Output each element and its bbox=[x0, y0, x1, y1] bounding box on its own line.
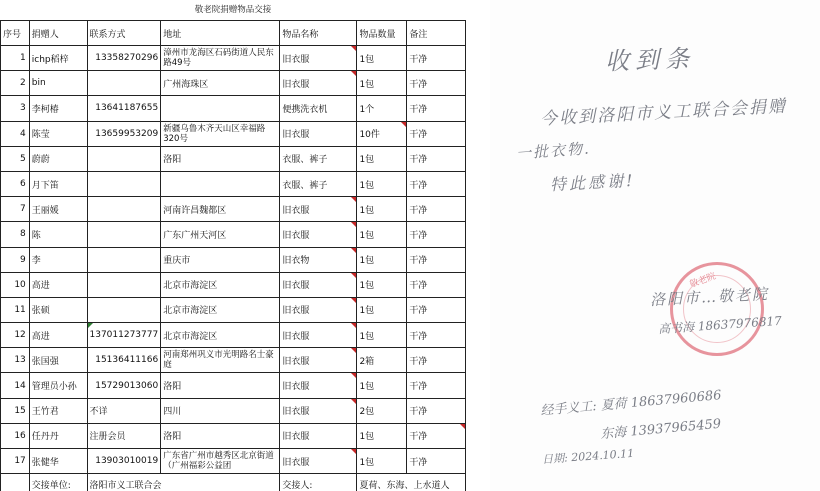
receipt-org-signature: 洛阳市…敬老院 bbox=[649, 284, 770, 310]
cell-note: 干净 bbox=[407, 423, 466, 448]
table-row bbox=[1, 348, 466, 373]
cell-phone bbox=[87, 146, 161, 171]
cell-item: 旧衣服 bbox=[280, 449, 357, 474]
cell-item: 旧衣服 bbox=[280, 272, 357, 297]
cell-donor: 王丽媛 bbox=[29, 197, 87, 222]
table-row bbox=[1, 197, 466, 222]
cell-donor: 陈 bbox=[29, 222, 87, 247]
receipt-date: 日期: 2024.10.11 bbox=[541, 446, 635, 467]
cell-note: 干净 bbox=[407, 247, 466, 272]
cell-address: 广东广州天河区 bbox=[161, 222, 280, 247]
red-seal-stamp bbox=[670, 262, 764, 356]
footer-row bbox=[1, 474, 466, 491]
table-row bbox=[1, 373, 466, 398]
cell-note: 干净 bbox=[407, 398, 466, 423]
cell-phone: 15136411166 bbox=[87, 348, 161, 373]
cell-note: 干净 bbox=[407, 272, 466, 297]
receipt-title: 收到条 bbox=[604, 44, 696, 76]
cell-phone: 13358270296 bbox=[87, 46, 161, 71]
cell-qty: 1包 bbox=[357, 423, 407, 448]
column-header-no: 序号 bbox=[1, 21, 30, 46]
cell-item: 旧衣服 bbox=[280, 373, 357, 398]
cell-no: 7 bbox=[1, 197, 30, 222]
table-row bbox=[1, 323, 466, 348]
column-header-address: 地址 bbox=[161, 21, 280, 46]
cell-address: 北京市海淀区 bbox=[161, 297, 280, 322]
cell-address: 广州海珠区 bbox=[161, 71, 280, 96]
table-row bbox=[1, 46, 466, 71]
cell-donor: 张硕 bbox=[29, 297, 87, 322]
footer-person-label: 交接人: bbox=[280, 474, 357, 491]
cell-qty: 1包 bbox=[357, 71, 407, 96]
cell-no: 11 bbox=[1, 297, 30, 322]
cell-note: 干净 bbox=[407, 96, 466, 121]
cell-item: 便携洗衣机 bbox=[280, 96, 357, 121]
cell-no: 2 bbox=[1, 71, 30, 96]
cell-address: 洛阳 bbox=[161, 373, 280, 398]
cell-qty: 1包 bbox=[357, 297, 407, 322]
cell-address: 洛阳 bbox=[161, 146, 280, 171]
cell-qty: 1包 bbox=[357, 373, 407, 398]
seal-text: 敬老院 bbox=[688, 271, 718, 291]
cell-qty: 1包 bbox=[357, 46, 407, 71]
cell-phone bbox=[87, 71, 161, 96]
cell-item: 旧衣服 bbox=[280, 297, 357, 322]
cell-no: 10 bbox=[1, 272, 30, 297]
cell-address: 河南郑州巩义市光明路名士豪庭 bbox=[161, 348, 280, 373]
table-row bbox=[1, 398, 466, 423]
table-row bbox=[1, 96, 466, 121]
table-row bbox=[1, 423, 466, 448]
cell-address: 洛阳 bbox=[161, 423, 280, 448]
cell-qty: 1包 bbox=[357, 449, 407, 474]
footer-person-value: 夏荷、东海、上水道人 bbox=[357, 474, 466, 491]
cell-no: 3 bbox=[1, 96, 30, 121]
cell-phone: 13641187655 bbox=[87, 96, 161, 121]
column-header-phone: 联系方式 bbox=[87, 21, 161, 46]
handwritten-receipt bbox=[490, 0, 820, 491]
cell-no: 14 bbox=[1, 373, 30, 398]
cell-address: 北京市海淀区 bbox=[161, 272, 280, 297]
cell-address: 漳州市龙海区石码街道人民东路49号 bbox=[161, 46, 280, 71]
cell-qty: 1包 bbox=[357, 323, 407, 348]
cell-item: 旧衣服 bbox=[280, 121, 357, 146]
cell-phone bbox=[87, 171, 161, 196]
cell-note: 干净 bbox=[407, 46, 466, 71]
cell-donor: 李 bbox=[29, 247, 87, 272]
cell-phone: 137011273777 bbox=[87, 323, 161, 348]
cell-item: 旧衣服 bbox=[280, 71, 357, 96]
cell-note: 干净 bbox=[407, 348, 466, 373]
cell-address: 北京市海淀区 bbox=[161, 323, 280, 348]
cell-address: 广东省广州市越秀区北京街道（广州福彩公益团 bbox=[161, 449, 280, 474]
cell-note: 干净 bbox=[407, 297, 466, 322]
cell-item: 旧衣物 bbox=[280, 247, 357, 272]
table-row bbox=[1, 121, 466, 146]
cell-qty: 1包 bbox=[357, 222, 407, 247]
cell-phone bbox=[87, 272, 161, 297]
cell-qty: 1包 bbox=[357, 247, 407, 272]
table-row bbox=[1, 146, 466, 171]
cell-phone bbox=[87, 297, 161, 322]
table-row bbox=[1, 247, 466, 272]
receipt-line-1: 今收到洛阳市义工联合会捐赠 bbox=[539, 96, 788, 130]
cell-address bbox=[161, 96, 280, 121]
cell-address bbox=[161, 171, 280, 196]
cell-donor: 陈莹 bbox=[29, 121, 87, 146]
cell-item: 旧衣服 bbox=[280, 222, 357, 247]
cell-no: 5 bbox=[1, 146, 30, 171]
cell-note: 干净 bbox=[407, 373, 466, 398]
cell-no: 15 bbox=[1, 398, 30, 423]
cell-item: 旧衣服 bbox=[280, 398, 357, 423]
table-row bbox=[1, 449, 466, 474]
cell-qty: 1包 bbox=[357, 197, 407, 222]
cell-address: 重庆市 bbox=[161, 247, 280, 272]
cell-no: 12 bbox=[1, 323, 30, 348]
cell-phone: 13659953209 bbox=[87, 121, 161, 146]
cell-donor: ichp稻梓 bbox=[29, 46, 87, 71]
column-header-donor: 捐赠人 bbox=[29, 21, 87, 46]
receipt-handover-2: 东海 13937965459 bbox=[599, 416, 722, 443]
table-header-row bbox=[1, 21, 466, 46]
cell-note: 干净 bbox=[407, 323, 466, 348]
cell-phone: 15729013060 bbox=[87, 373, 161, 398]
cell-phone bbox=[87, 247, 161, 272]
cell-no: 6 bbox=[1, 171, 30, 196]
cell-donor: 蔚蔚 bbox=[29, 146, 87, 171]
cell-no: 1 bbox=[1, 46, 30, 71]
cell-note: 干净 bbox=[407, 197, 466, 222]
cell-donor: 王竹君 bbox=[29, 398, 87, 423]
cell-address: 新疆乌鲁木齐天山区幸福路320号 bbox=[161, 121, 280, 146]
donation-table bbox=[0, 20, 466, 491]
cell-donor: 高进 bbox=[29, 323, 87, 348]
cell-item: 旧衣服 bbox=[280, 46, 357, 71]
cell-qty: 1包 bbox=[357, 272, 407, 297]
cell-qty: 1包 bbox=[357, 171, 407, 196]
cell-no: 8 bbox=[1, 222, 30, 247]
cell-note: 干净 bbox=[407, 121, 466, 146]
cell-item: 旧衣服 bbox=[280, 348, 357, 373]
cell-note: 干净 bbox=[407, 449, 466, 474]
table-row bbox=[1, 272, 466, 297]
cell-qty: 2包 bbox=[357, 398, 407, 423]
cell-no: 13 bbox=[1, 348, 30, 373]
cell-phone bbox=[87, 197, 161, 222]
cell-no: 9 bbox=[1, 247, 30, 272]
cell-item: 旧衣服 bbox=[280, 423, 357, 448]
table-row bbox=[1, 222, 466, 247]
sheet-title: 敬老院捐赠物品交接 bbox=[194, 5, 272, 15]
cell-item: 衣服、裤子 bbox=[280, 146, 357, 171]
cell-donor: 张健华 bbox=[29, 449, 87, 474]
footer-unit-label: 交接单位: bbox=[29, 474, 87, 491]
cell-donor: 李柯椿 bbox=[29, 96, 87, 121]
receipt-line-2: 一批衣物. bbox=[515, 139, 592, 163]
table-row bbox=[1, 171, 466, 196]
cell-phone: 13903010019 bbox=[87, 449, 161, 474]
cell-phone bbox=[87, 222, 161, 247]
cell-address: 河南许昌魏都区 bbox=[161, 197, 280, 222]
table-row bbox=[1, 297, 466, 322]
cell-no: 17 bbox=[1, 449, 30, 474]
cell-qty: 1个 bbox=[357, 96, 407, 121]
cell-phone: 不详 bbox=[87, 398, 161, 423]
cell-note: 干净 bbox=[407, 222, 466, 247]
column-header-item: 物品名称 bbox=[280, 21, 357, 46]
cell-note: 干净 bbox=[407, 146, 466, 171]
receipt-handover-1: 经手义工: 夏荷 18637960686 bbox=[539, 388, 723, 419]
footer-unit-value: 洛阳市义工联合会 bbox=[87, 474, 280, 491]
cell-donor: 张国强 bbox=[29, 348, 87, 373]
cell-note: 干净 bbox=[407, 71, 466, 96]
receipt-contact: 高书海 18637976817 bbox=[657, 313, 783, 337]
column-header-qty: 物品数量 bbox=[357, 21, 407, 46]
cell-donor: bin bbox=[29, 71, 87, 96]
cell-donor: 月下笛 bbox=[29, 171, 87, 196]
cell-no: 4 bbox=[1, 121, 30, 146]
cell-qty: 10件 bbox=[357, 121, 407, 146]
cell-donor: 高进 bbox=[29, 272, 87, 297]
table-row bbox=[1, 71, 466, 96]
cell-note: 干净 bbox=[407, 171, 466, 196]
cell-phone: 注册会员 bbox=[87, 423, 161, 448]
cell-donor: 任丹丹 bbox=[29, 423, 87, 448]
cell-item: 衣服、裤子 bbox=[280, 171, 357, 196]
cell-qty: 1包 bbox=[357, 146, 407, 171]
cell-no: 16 bbox=[1, 423, 30, 448]
receipt-line-3: 特此感谢! bbox=[549, 170, 636, 195]
cell-item: 旧衣服 bbox=[280, 323, 357, 348]
cell-item: 旧衣服 bbox=[280, 197, 357, 222]
cell-address: 四川 bbox=[161, 398, 280, 423]
footer-spacer bbox=[1, 474, 30, 491]
cell-donor: 管理员小孙 bbox=[29, 373, 87, 398]
column-header-note: 备注 bbox=[407, 21, 466, 46]
cell-qty: 2箱 bbox=[357, 348, 407, 373]
